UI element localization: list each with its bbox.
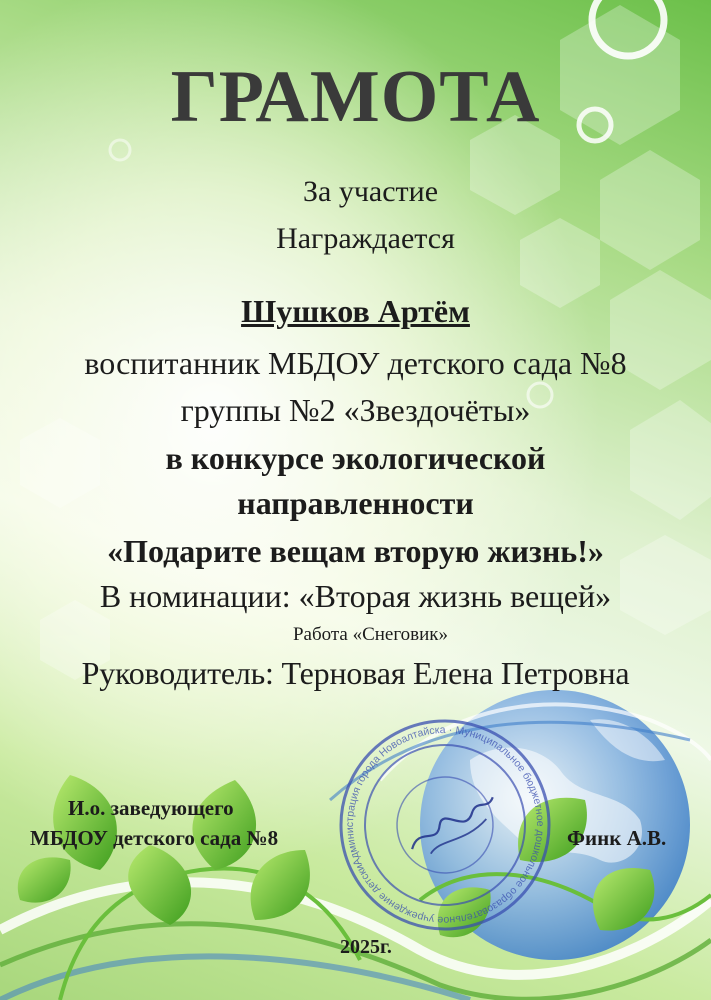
nomination: В номинации: «Вторая жизнь вещей»: [99, 578, 612, 614]
certificate-title: ГРАМОТА: [170, 56, 541, 138]
recipient-affiliation: воспитанник МБДОУ детского сада №8: [84, 345, 627, 381]
year: 2025г.: [340, 936, 392, 958]
awarded-text: Награждается: [276, 222, 455, 255]
recipient-group: группы №2 «Звездочёты»: [180, 392, 531, 428]
svg-text:Администрация города Новоалтай: [335, 715, 555, 935]
signatory-position-1: И.о. заведующего: [68, 796, 234, 820]
official-stamp: [335, 715, 555, 935]
signatory-name: Финк А.В.: [567, 826, 667, 850]
work-title: Работа «Снеговик»: [292, 624, 449, 645]
leader: Руководитель: Терновая Елена Петровна: [81, 655, 630, 691]
contest-line-1: в конкурсе экологической: [165, 440, 546, 476]
stamp-text: Администрация города Новоалтайска · Муниципальное бюджетное дошкольное образовательное учреждение детский: [343, 723, 547, 927]
participation-text: За участие: [302, 175, 439, 208]
signatory-position-2: МБДОУ детского сада №8: [30, 826, 279, 850]
recipient-name: Шушков Артём: [241, 293, 470, 329]
contest-name: «Подарите вещам вторую жизнь!»: [107, 533, 604, 569]
contest-line-2: направленности: [237, 485, 474, 521]
